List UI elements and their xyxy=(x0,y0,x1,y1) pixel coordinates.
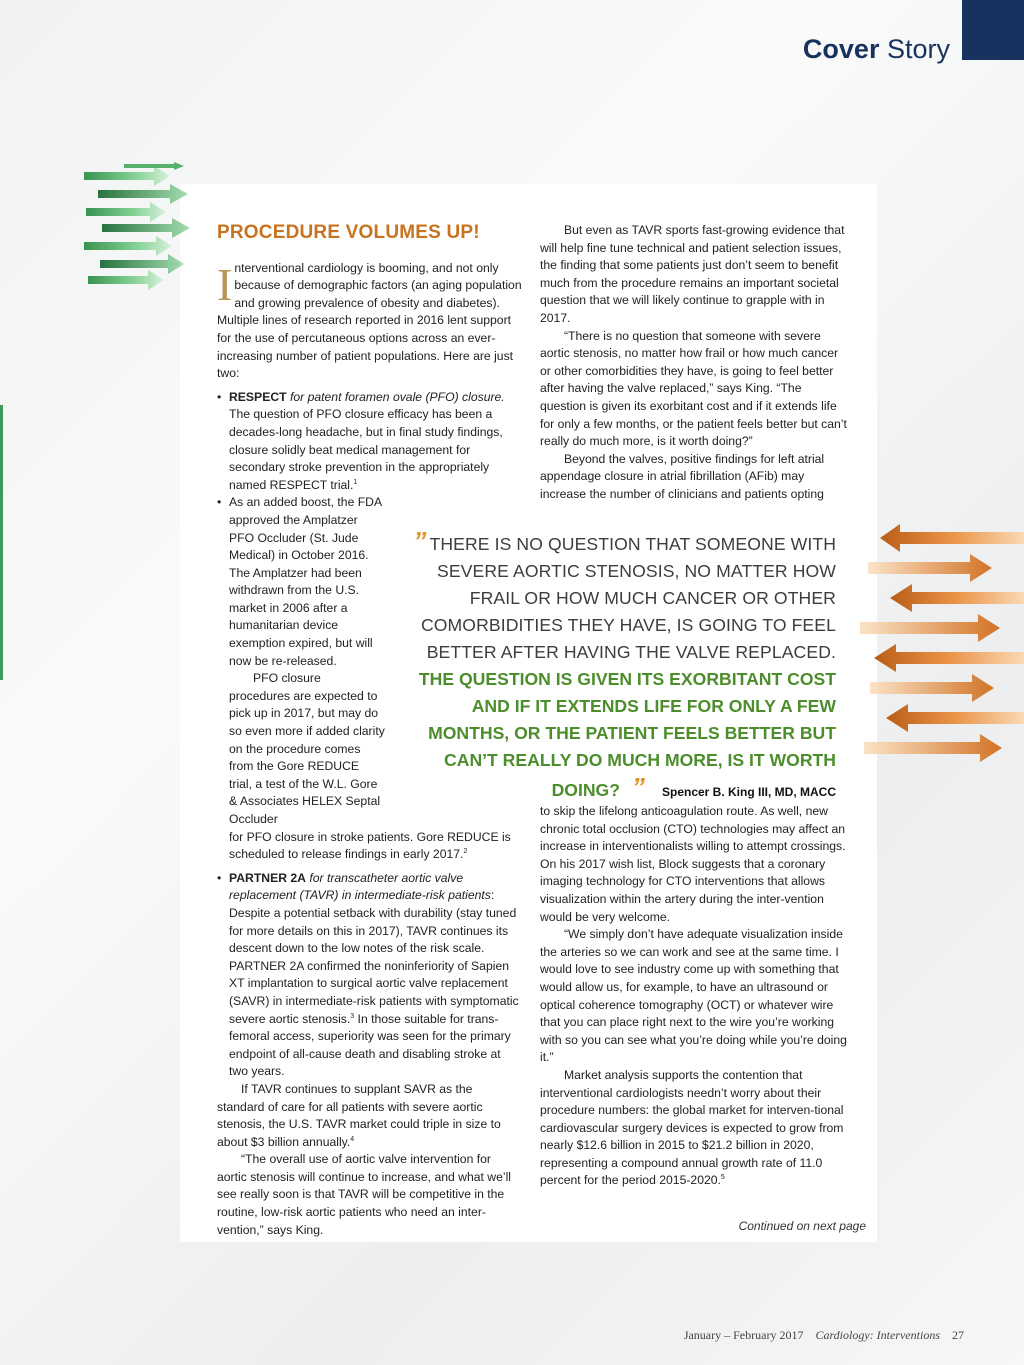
ref-3: 3 xyxy=(350,1012,355,1020)
col-b-paragraph-3: Beyond the valves, positive findings for left atrial appendage closure in atrial fibrillation (AFib) may increase the number of clinicians and patients opting xyxy=(540,451,825,501)
respect-bullet xyxy=(217,389,523,495)
continued-note: Continued on next page xyxy=(738,1219,866,1233)
partner-body-2: In those suitable for trans-femoral access, superiority was seen for the primary endpoint of all-cause death and disabling stroke at two years. xyxy=(229,1011,511,1079)
tavr-market-paragraph xyxy=(217,1081,523,1151)
page-number: 27 xyxy=(952,1328,964,1342)
close-quote-mark: ” xyxy=(631,772,642,802)
page-footer xyxy=(684,1328,964,1343)
footer-date: January – February 2017 xyxy=(683,1328,804,1342)
partner-body: Despite a potential setback with durability (stay tuned for more details on this in 2017), TAVR continues its descent down to the low notes of the risk scale. PARTNER 2A confirmed the noninferiority of Sapien XT implantation to surgical aortic valve replacement (SAVR) in intermediate-risk patients with symptomatic severe aortic stenosis. xyxy=(229,905,519,1026)
col-b-paragraph-2: “There is no question that someone with severe aortic stenosis, no matter how frail or how much cancer or other comorbidities they have, is going to feel better after having the valve replaced,” says King. “The question is given its exorbitant cost and if it extends life for only a few months, or the patient feels better but can’t really do much more, is it worth doing?” xyxy=(540,328,847,449)
pull-quote-light-text: THERE IS NO QUESTION THAT SOMEONE WITH SEVERE AORTIC STENOSIS, NO MATTER HOW FRAIL OR HOW MUCH CANCER OR OTHER COMORBIDITIES THEY HAVE, IS GOING TO FEEL BETTER AFTER HAVING THE VALVE REPLACED. xyxy=(420,534,836,662)
section-header xyxy=(803,34,950,65)
ref-5: 5 xyxy=(720,1174,725,1182)
section-header-light: Story xyxy=(886,34,950,64)
col-b-paragraph-1: But even as TAVR sports fast-growing evidence that will help fine tune technical and patient selection issues, the finding that some patients just don’t seem to benefit much from the procedure remains an important societal question that we will likely continue to grapple with in 2017. xyxy=(540,223,845,325)
partner-subtitle: for transcatheter aortic valve replacement (TAVR) in intermediate-risk patients xyxy=(229,870,491,903)
footer-journal: Cardiology: Interventions xyxy=(815,1328,940,1342)
ref-4: 4 xyxy=(350,1135,355,1143)
pfo-paragraph-end: for PFO closure in stroke patients. Gore REDUCE is scheduled to release findings in early 2017. xyxy=(229,829,511,862)
col-c-paragraph-3-text: Market analysis supports the contention that interventional cardiologists needn’t worry about their procedure numbers: the global market for interven-tional cardiovascular surgery devices is expected to grow from nearly $12.6 billion in 2015 to $21.2 billion in 2020, representing a compound annual growth rate of 11.0 percent for the period 2015-2020. xyxy=(540,1067,844,1188)
pull-quote-attribution: Spencer B. King III, MD, MACC xyxy=(661,785,836,799)
article-column-right-bottom xyxy=(540,803,848,1190)
respect-subtitle: for patent foramen ovale (PFO) closure. xyxy=(286,389,505,404)
intro-paragraph xyxy=(217,260,523,383)
intro-text: nterventional cardiology is booming, and not only because of demographic factors (an aging population and growing prevalence of obesity and diabetes). Multiple lines of research reported in 2016 lent support for the use of percutaneous options across an ever-increasing number of patient populations. Here are just two: xyxy=(217,260,522,381)
partner-bullet xyxy=(217,870,523,1081)
pfo-paragraph-wrap: PFO closure procedures are expected to pick up in 2017, but may do so even more if added clarity on the procedure comes from the Gore REDUCE trial, a test of the W.L. Gore & Associates HELEX Septal Occluder xyxy=(229,671,385,826)
respect-body-wrap: • As an added boost, the FDA approved the Amplatzer PFO Occluder (St. Jude Medical) in October 2016. The Amplatzer had been withdrawn from the U.S. market in 2006 after a humanitarian device exemption expired, but will now be re-released. xyxy=(217,494,385,670)
article-headline: PROCEDURE VOLUMES UP! xyxy=(217,222,480,243)
respect-body: The question of PFO closure efficacy has been a decades-long headache, but in final study findings, closure solidly beat medical management for secondary stroke prevention in the appropriately named RESPECT trial. xyxy=(229,407,503,492)
ref-2: 2 xyxy=(463,848,468,856)
tavr-market-text: If TAVR continues to supplant SAVR as the standard of care for all patients with severe aortic stenosis, the U.S. TAVR market could triple in size to about $3 billion annually. xyxy=(217,1081,501,1149)
section-header-strong: Cover xyxy=(802,34,880,64)
green-arrows-graphic xyxy=(84,162,194,294)
pull-quote xyxy=(400,528,836,806)
respect-title: RESPECT xyxy=(229,389,287,404)
overall-use-paragraph: “The overall use of aortic valve intervention for aortic stenosis will continue to increase, and what we’ll see really soon is that TAVR will be competitive in the routine, low-risk aortic patients who need an inter-vention,” says King. xyxy=(217,1152,511,1237)
pull-quote-bold-text: THE QUESTION IS GIVEN ITS EXORBITANT COST AND IF IT EXTENDS LIFE FOR ONLY A FEW MONTHS, OR THE PATIENT FEELS BETTER BUT CAN’T REALLY DO MUCH MORE, IS IT WORTH DOING? xyxy=(418,669,836,800)
drop-cap: I xyxy=(217,258,233,310)
pfo-paragraph-cont xyxy=(217,829,523,864)
partner-title: PARTNER 2A xyxy=(229,870,306,885)
orange-arrows-graphic xyxy=(860,522,1024,772)
col-c-paragraph-3 xyxy=(540,1067,848,1190)
left-edge-stripe xyxy=(0,405,3,680)
col-c-paragraph-1: to skip the lifelong anticoagulation route. As well, new chronic total occlusion (CTO) technologies may affect an increase in interventionalists willing to attempt crossings. On his 2017 wish list, Block suggests that a coronary imaging technology for CTO interventions that allows visualization within the artery during the inter-vention would be very welcome. xyxy=(540,804,846,924)
corner-color-block xyxy=(962,0,1024,60)
open-quote-mark: ” xyxy=(413,526,424,556)
partner-colon: : xyxy=(490,888,495,903)
article-column-right-top xyxy=(540,222,848,504)
ref-1: 1 xyxy=(353,478,358,486)
col-c-paragraph-2: “We simply don’t have adequate visualization inside the arteries so we can work and see at the same time. I would love to see industry come up with something that would allow us, for example, to have an ultrasound or optical coherence tomography (OCT) or whatever wire that you can place right next to the wire you’re working with so you can see what you’re doing while you’re doing it.” xyxy=(540,927,847,1065)
